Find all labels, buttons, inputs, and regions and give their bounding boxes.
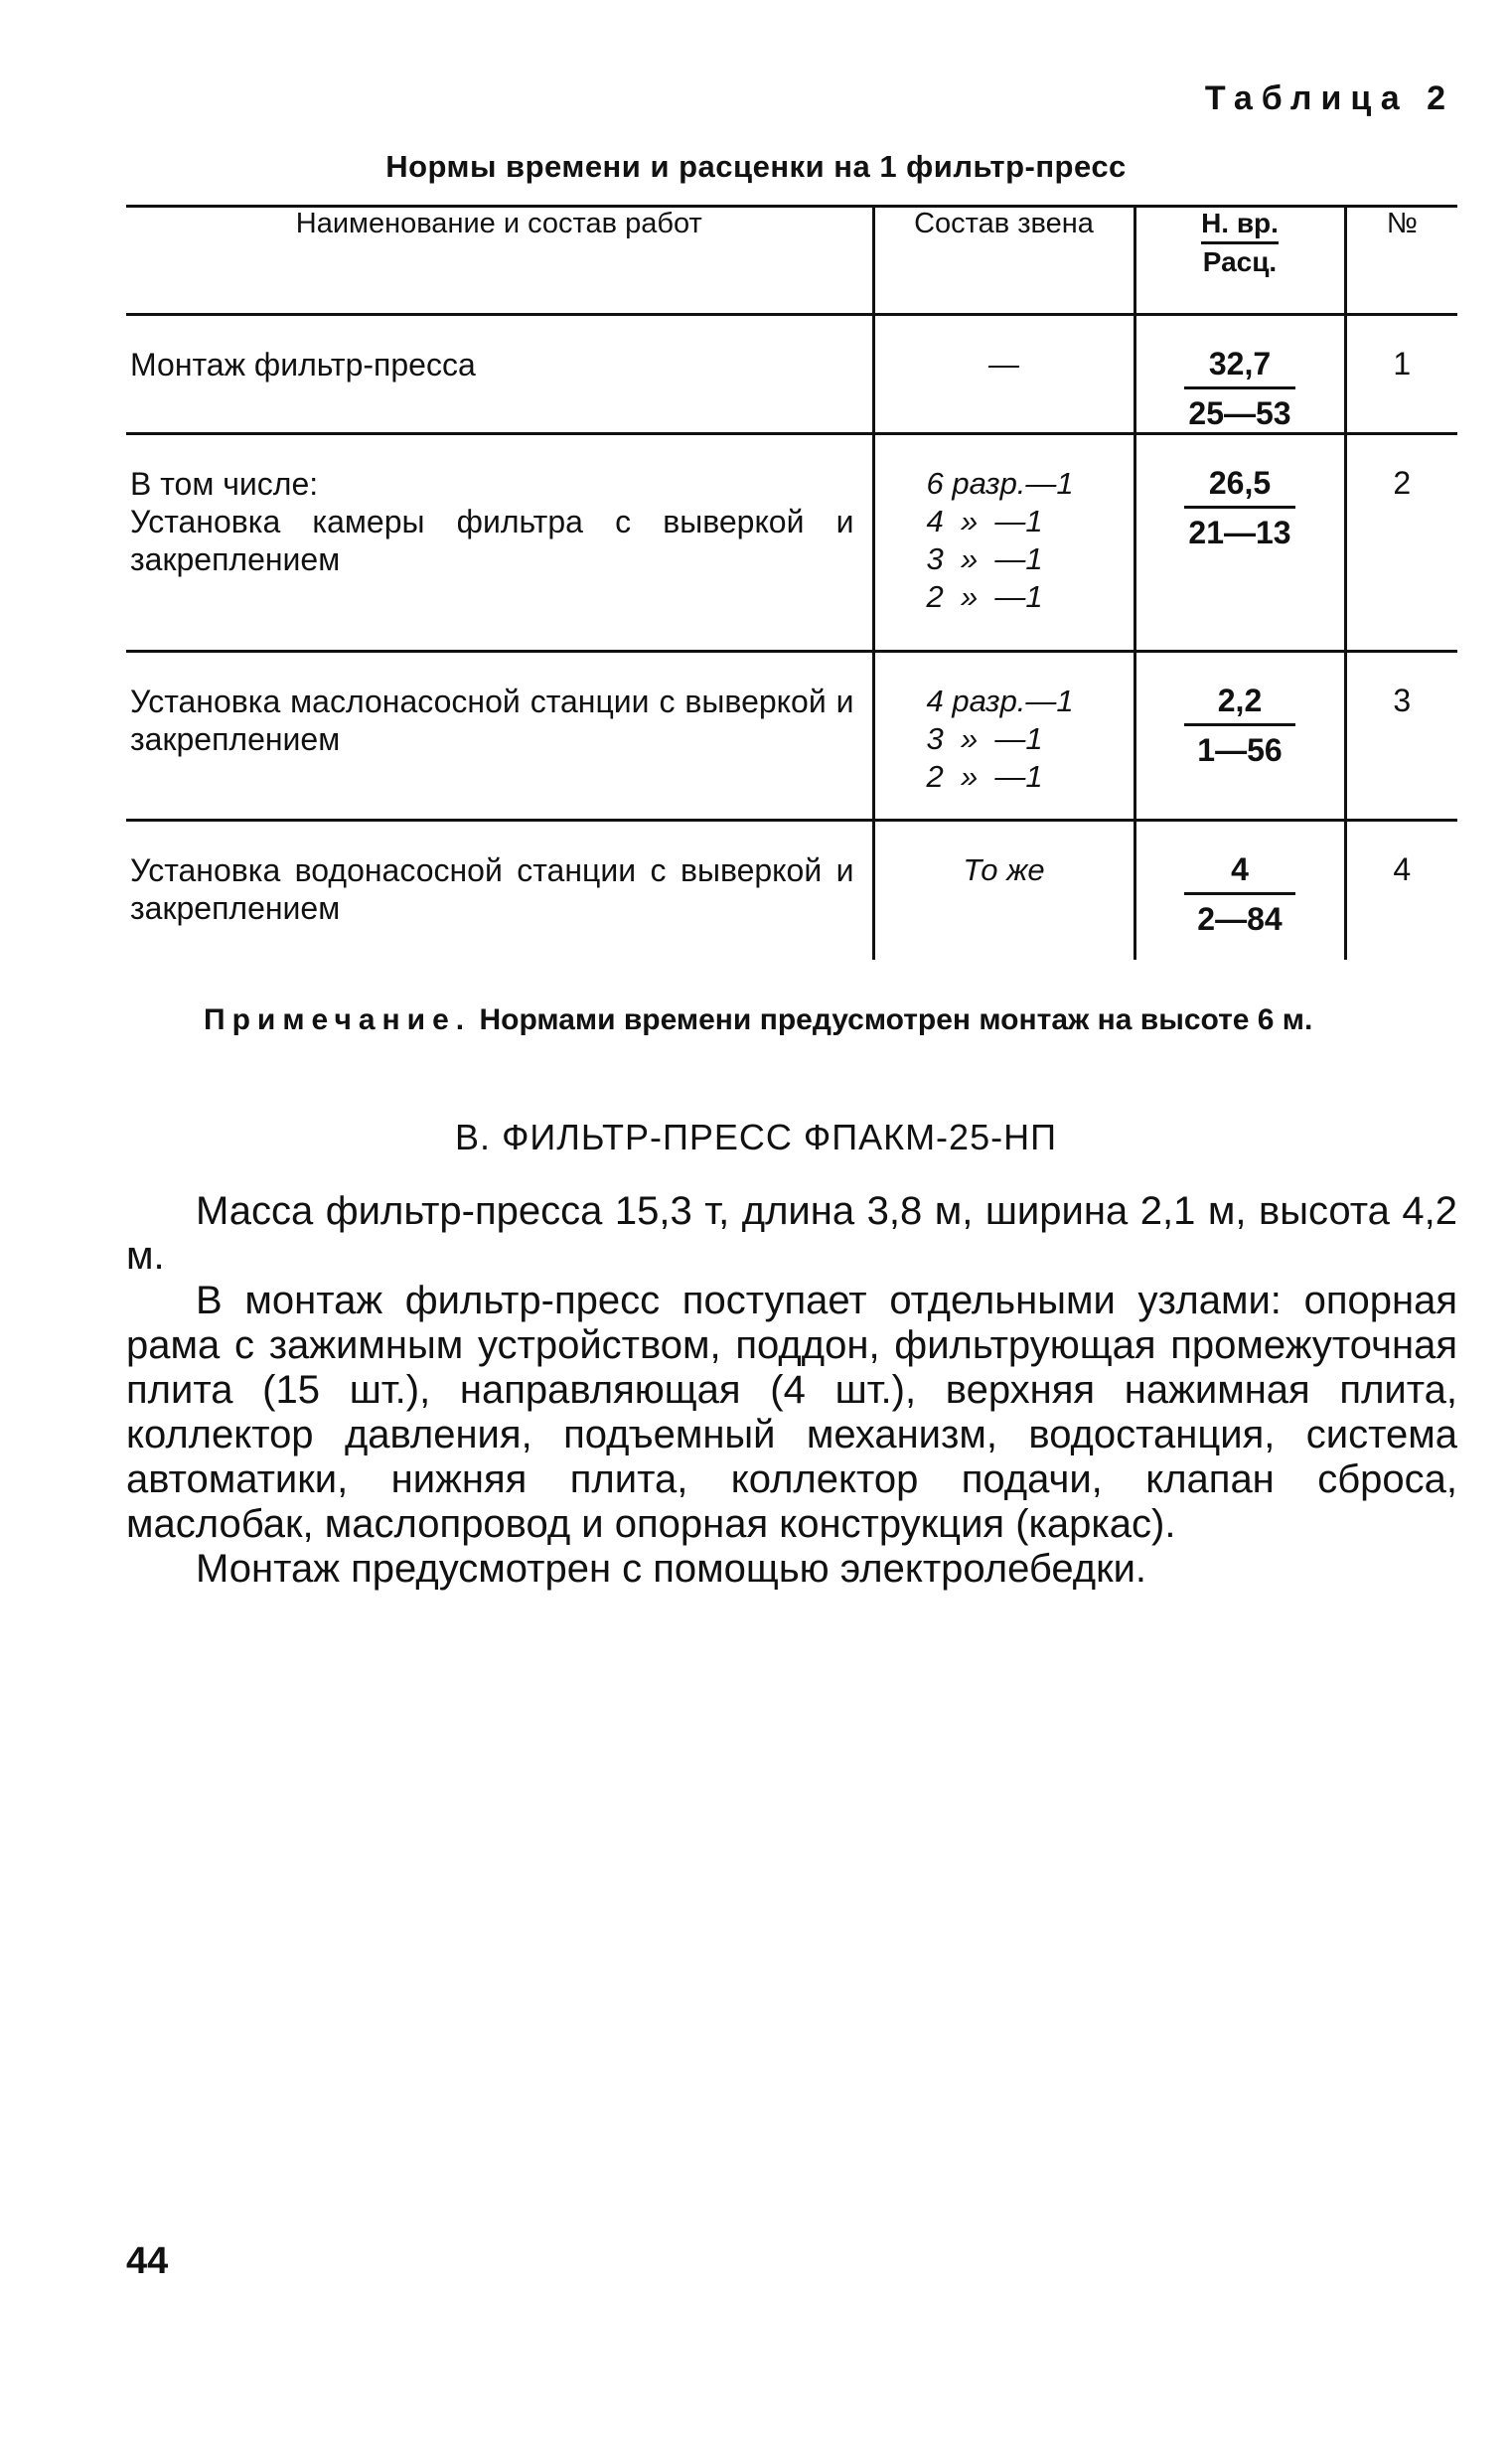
crew-line: 3 » —1 <box>926 541 1043 576</box>
paragraph: В монтаж фильтр-пресс поступает отдельными узлами: опорная рама с зажимным устройством, поддон, фильтрующая промежуточная плита (15 шт.), направляющая (4 шт.), верхняя нажимная плита, коллектор давления, подъемный механизм, водостанция, система автоматики, нижняя плита, коллектор подачи, клапан сброса, маслобак, маслопровод и опорная конструкция (каркас). <box>126 1279 1457 1546</box>
crew-line: 3 » —1 <box>926 721 1043 756</box>
header-time: Н. вр. <box>1201 208 1279 244</box>
norm-value: 26,5 <box>1184 465 1295 509</box>
row-crew-cell <box>873 315 1134 434</box>
row-number: 1 <box>1345 315 1457 434</box>
row-name-cell <box>126 821 873 960</box>
rate-value: 2—84 <box>1197 901 1283 937</box>
row-number: 2 <box>1345 434 1457 652</box>
note-label: Примечание. <box>204 1003 472 1036</box>
rate-value: 21—13 <box>1188 515 1291 550</box>
crew-line: То же <box>963 852 1045 887</box>
page-number: 44 <box>126 2240 169 2282</box>
crew-line: 4 разр.—1 <box>926 684 1074 718</box>
crew-line: 2 » —1 <box>926 579 1043 614</box>
table-header-row <box>126 207 1457 315</box>
row-norm-rate <box>1134 821 1345 960</box>
table-row <box>126 315 1457 434</box>
row-name-cell <box>126 652 873 821</box>
row-name-cell <box>126 315 873 434</box>
norm-value: 2,2 <box>1184 683 1295 726</box>
body-text <box>126 1189 1457 1592</box>
table-caption: Таблица 2 <box>1204 79 1454 117</box>
row-norm-rate <box>1134 652 1345 821</box>
header-rate: Расц. <box>1202 246 1278 277</box>
row-crew-cell <box>873 652 1134 821</box>
table-row <box>126 652 1457 821</box>
crew-line: 2 » —1 <box>926 759 1043 794</box>
note-text: Нормами времени предусмотрен монтаж на высоте 6 м. <box>471 1003 1313 1036</box>
header-number: № <box>1345 207 1457 315</box>
row-name-intro: В том числе: <box>130 466 319 502</box>
row-crew-cell <box>873 434 1134 652</box>
table-title: Нормы времени и расценки на 1 фильтр-пресс <box>385 149 1127 184</box>
row-crew-cell <box>873 821 1134 960</box>
row-name: Установка камеры фильтра с выверкой и закреплением <box>130 504 854 577</box>
row-name: Установка маслонасосной станции с выверкой и закреплением <box>130 684 854 757</box>
paragraph: Монтаж предусмотрен с помощью электролебедки. <box>196 1547 1147 1591</box>
row-norm-rate <box>1134 315 1345 434</box>
crew-line: 4 » —1 <box>926 504 1043 538</box>
crew-line: 6 разр.—1 <box>926 466 1074 501</box>
header-crew: Состав звена <box>873 207 1134 315</box>
row-norm-rate <box>1134 434 1345 652</box>
row-name: Монтаж фильтр-пресса <box>130 347 476 382</box>
header-name: Наименование и состав работ <box>126 207 873 315</box>
row-number: 4 <box>1393 851 1412 887</box>
row-number: 3 <box>1345 652 1457 821</box>
row-name: Установка водонасосной станции с выверкой и закреплением <box>130 852 854 926</box>
section-heading: В. ФИЛЬТР-ПРЕСС ФПАКМ-25-НП <box>455 1117 1057 1157</box>
norms-table <box>126 205 1457 960</box>
paragraph: Масса фильтр-пресса 15,3 т, длина 3,8 м, ширина 2,1 м, высота 4,2 м. <box>126 1189 1457 1278</box>
header-time-rate <box>1134 207 1345 315</box>
crew-line: — <box>988 347 1019 382</box>
norm-value: 32,7 <box>1184 346 1295 389</box>
table-note <box>204 1003 1312 1037</box>
row-name-cell <box>126 434 873 652</box>
table-row <box>126 821 1457 960</box>
table-row <box>126 434 1457 652</box>
rate-value: 1—56 <box>1197 732 1283 768</box>
rate-value: 25—53 <box>1188 395 1291 431</box>
norm-value: 4 <box>1184 851 1295 895</box>
